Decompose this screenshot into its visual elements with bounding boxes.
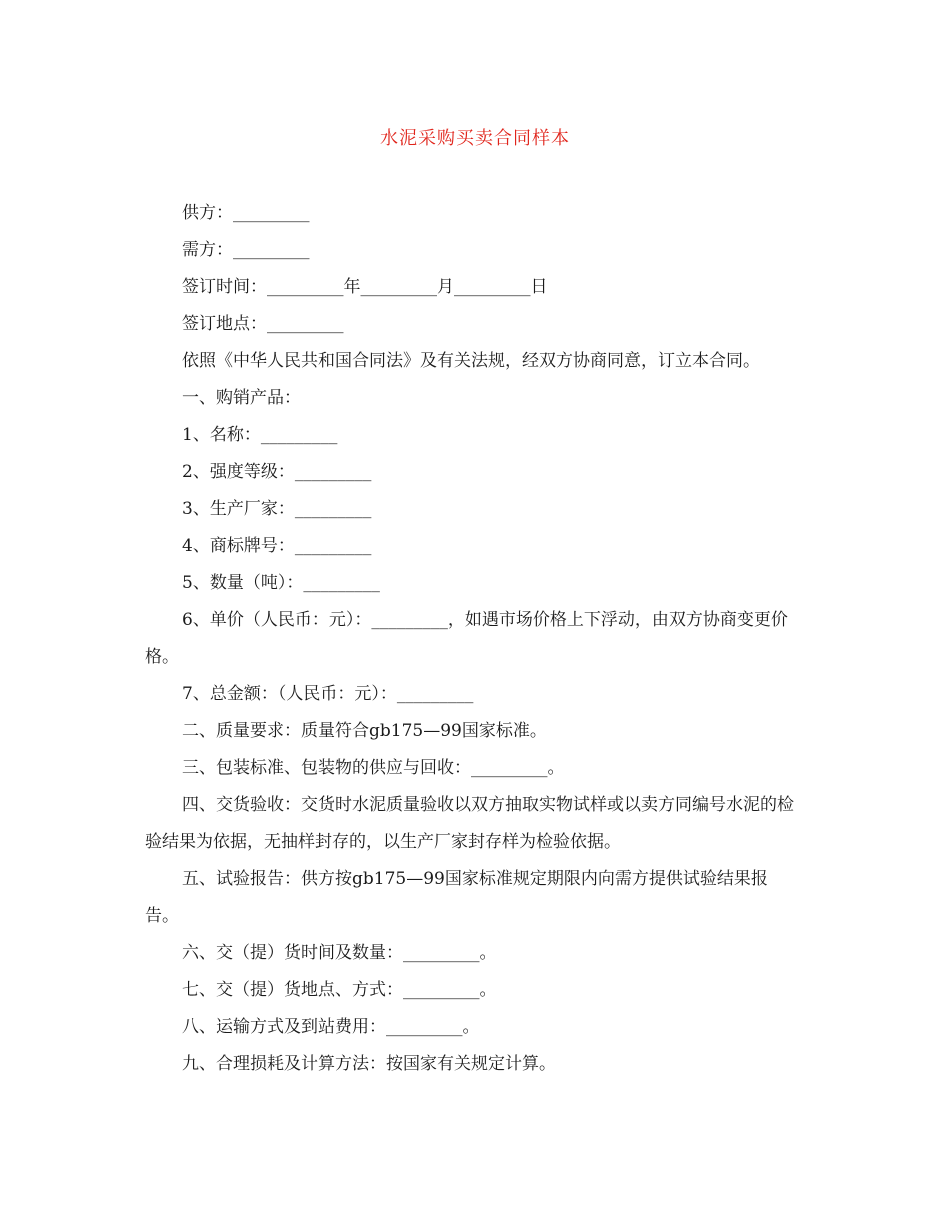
packaging-line: 三、包装标准、包装物的供应与回收：_________。 xyxy=(182,758,565,778)
test-report-paragraph: 五、试验报告：供方按gb175—99国家标准规定期限内向需方提供试验结果报告。 xyxy=(145,869,768,926)
signing-place-line: 签订地点：_________ xyxy=(182,314,344,334)
product-name-line: 1、名称：_________ xyxy=(182,425,338,445)
quality-requirement-line: 二、质量要求：质量符合gb175—99国家标准。 xyxy=(182,721,547,741)
section-products-heading: 一、购销产品： xyxy=(182,388,301,408)
supplier-line: 供方：_________ xyxy=(182,203,310,223)
buyer-line: 需方：_________ xyxy=(182,240,310,260)
signing-date-line: 签订时间：_________年_________月_________日 xyxy=(182,277,548,297)
trademark-line: 4、商标牌号：_________ xyxy=(182,536,372,556)
transport-cost-line: 八、运输方式及到站费用：_________。 xyxy=(182,1017,480,1037)
document-body xyxy=(145,195,800,1083)
delivery-place-line: 七、交（提）货地点、方式：_________。 xyxy=(182,980,497,1000)
strength-grade-line: 2、强度等级：_________ xyxy=(182,462,372,482)
delivery-inspection-paragraph: 四、交货验收：交货时水泥质量验收以双方抽取实物试样或以卖方同编号水泥的检验结果为依据，无抽样封存的，以生产厂家封存样为检验依据。 xyxy=(145,795,794,852)
unit-price-paragraph: 6、单价（人民币：元）：_________，如遇市场价格上下浮动，由双方协商变更价格。 xyxy=(145,610,788,667)
loss-calculation-line: 九、合理损耗及计算方法：按国家有关规定计算。 xyxy=(182,1054,556,1074)
total-amount-line: 7、总金额：（人民币：元）：_________ xyxy=(182,684,474,704)
preamble-paragraph: 依照《中华人民共和国合同法》及有关法规，经双方协商同意，订立本合同。 xyxy=(182,351,760,371)
manufacturer-line: 3、生产厂家：_________ xyxy=(182,499,372,519)
document-title: 水泥采购买卖合同样本 xyxy=(380,128,570,149)
delivery-time-line: 六、交（提）货时间及数量：_________。 xyxy=(182,943,497,963)
quantity-line: 5、数量（吨）：_________ xyxy=(182,573,380,593)
